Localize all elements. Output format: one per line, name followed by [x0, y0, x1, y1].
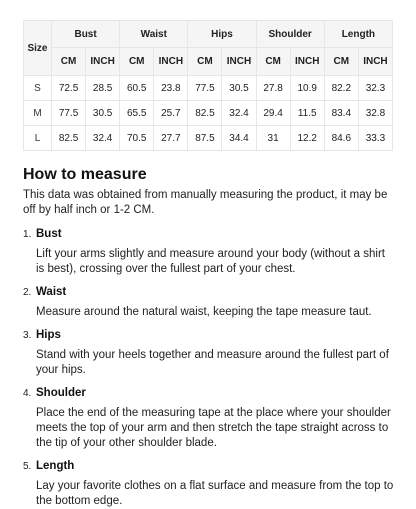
unit-header: CM [256, 48, 290, 76]
unit-header: CM [52, 48, 86, 76]
group-header-length: Length [324, 21, 392, 48]
step-number: 3. [23, 330, 32, 341]
step-title: Shoulder [36, 387, 86, 399]
intro-text: This data was obtained from manually measuring the product, it may be off by half inch or 1-2 CM. [23, 189, 388, 216]
table-cell: 27.7 [154, 126, 188, 151]
step-number: 1. [23, 229, 32, 240]
step-title: Length [36, 460, 75, 472]
table-cell: 12.2 [290, 126, 324, 151]
table-row [24, 126, 393, 151]
table-cell: 10.9 [290, 76, 324, 101]
table-cell: 28.5 [86, 76, 120, 101]
step-description: Lift your arms slightly and measure around your body (without a shirt is best), crossing over the fullest part of your chest. [36, 248, 385, 275]
list-item [23, 459, 393, 509]
unit-header: INCH [222, 48, 256, 76]
table-cell: 84.6 [324, 126, 358, 151]
unit-header: INCH [290, 48, 324, 76]
table-cell: 27.8 [256, 76, 290, 101]
step-description: Lay your favorite clothes on a flat surface and measure from the top to the bottom edge. [36, 480, 394, 507]
group-header-bust: Bust [52, 21, 120, 48]
table-cell: 32.3 [358, 76, 392, 101]
table-row [24, 101, 393, 126]
size-label: L [24, 126, 52, 151]
table-cell: 23.8 [154, 76, 188, 101]
size-label: S [24, 76, 52, 101]
table-cell: 30.5 [86, 101, 120, 126]
step-title: Waist [36, 286, 67, 298]
unit-header: CM [324, 48, 358, 76]
table-cell: 31 [256, 126, 290, 151]
table-cell: 77.5 [188, 76, 222, 101]
unit-header: INCH [358, 48, 392, 76]
table-cell: 60.5 [120, 76, 154, 101]
unit-header: INCH [86, 48, 120, 76]
how-to-measure-heading: How to measure [23, 166, 147, 183]
table-header-row [24, 21, 393, 48]
table-cell: 29.4 [256, 101, 290, 126]
table-cell: 87.5 [188, 126, 222, 151]
unit-header: CM [188, 48, 222, 76]
table-cell: 82.2 [324, 76, 358, 101]
size-chart-table [23, 20, 393, 151]
table-cell: 30.5 [222, 76, 256, 101]
step-number: 5. [23, 461, 32, 472]
table-cell: 32.8 [358, 101, 392, 126]
table-cell: 33.3 [358, 126, 392, 151]
step-title: Bust [36, 228, 62, 240]
table-cell: 34.4 [222, 126, 256, 151]
group-header-hips: Hips [188, 21, 256, 48]
measure-steps-list [23, 227, 393, 509]
group-header-waist: Waist [120, 21, 188, 48]
unit-header: INCH [154, 48, 188, 76]
step-description: Stand with your heels together and measure around the fullest part of your hips. [36, 349, 389, 376]
table-cell: 65.5 [120, 101, 154, 126]
step-description: Measure around the natural waist, keeping the tape measure taut. [36, 306, 372, 318]
table-cell: 72.5 [52, 76, 86, 101]
table-row [24, 76, 393, 101]
unit-header: CM [120, 48, 154, 76]
list-item [23, 328, 393, 378]
table-cell: 25.7 [154, 101, 188, 126]
unit-header-row [24, 48, 393, 76]
group-header-shoulder: Shoulder [256, 21, 324, 48]
table-cell: 32.4 [86, 126, 120, 151]
table-cell: 82.5 [188, 101, 222, 126]
table-cell: 83.4 [324, 101, 358, 126]
step-description: Place the end of the measuring tape at the place where your shoulder meets the top of your arm and then stretch the tape straight across to the tip of your other shoulder blade. [36, 407, 391, 449]
table-cell: 11.5 [290, 101, 324, 126]
step-title: Hips [36, 329, 61, 341]
list-item [23, 227, 393, 277]
table-cell: 70.5 [120, 126, 154, 151]
table-cell: 82.5 [52, 126, 86, 151]
size-column-header: Size [24, 21, 52, 76]
step-number: 2. [23, 287, 32, 298]
list-item [23, 386, 393, 451]
table-cell: 77.5 [52, 101, 86, 126]
table-cell: 32.4 [222, 101, 256, 126]
size-label: M [24, 101, 52, 126]
step-number: 4. [23, 388, 32, 399]
list-item [23, 285, 393, 320]
